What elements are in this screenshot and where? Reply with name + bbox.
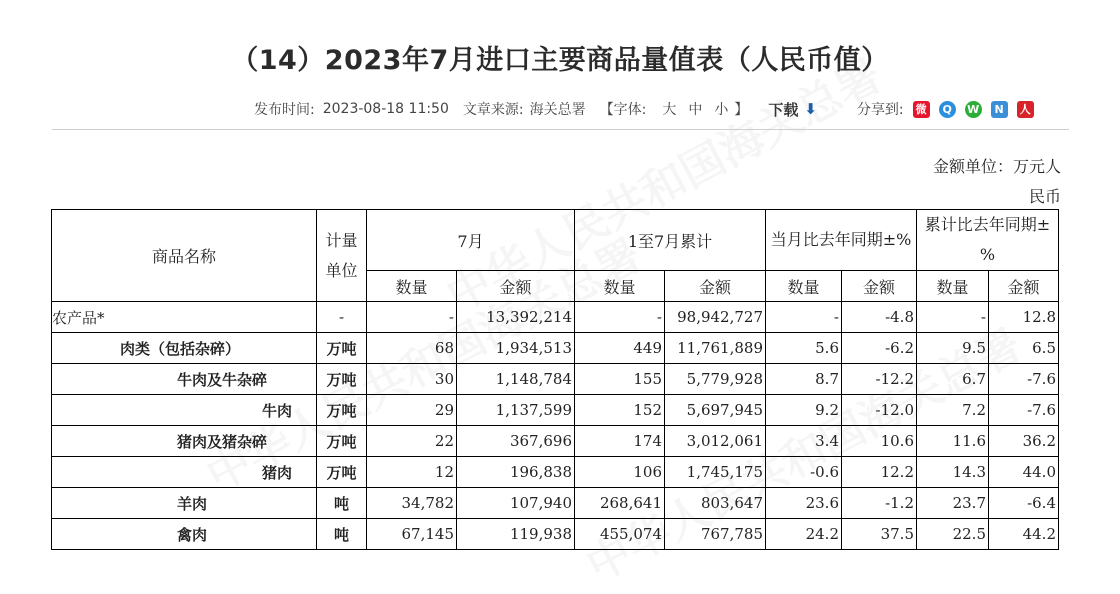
row-unit: 吨 [317, 519, 367, 550]
row-cum-yoy-amount: -7.6 [989, 364, 1059, 395]
row-cum-yoy-qty: 23.7 [917, 488, 989, 519]
row-month-amount: 13,392,214 [457, 302, 575, 333]
row-unit: 吨 [317, 488, 367, 519]
source: 海关总署 [529, 102, 586, 118]
font-size-small-button[interactable]: 小 [714, 102, 729, 118]
row-cum-yoy-amount: 6.5 [989, 333, 1059, 364]
table-row [52, 302, 1059, 333]
row-cum-amount: 803,647 [665, 488, 766, 519]
row-unit: 万吨 [317, 364, 367, 395]
row-name: 农产品* [52, 302, 317, 333]
unit-note: 金额单位：万元人民币 [932, 157, 1061, 206]
row-month-qty: 12 [367, 457, 457, 488]
row-name: 禽肉 [52, 519, 317, 550]
row-month-qty: 22 [367, 426, 457, 457]
row-cum-amount: 11,761,889 [665, 333, 766, 364]
font-size-label-close: 】 [734, 102, 749, 118]
row-cum-qty: 152 [575, 395, 665, 426]
header-qty: 数量 [575, 271, 665, 302]
row-cum-qty: 449 [575, 333, 665, 364]
row-cum-yoy-qty: 9.5 [917, 333, 989, 364]
header-unit: 计量单位 [317, 210, 367, 302]
download-link[interactable]: 下载 [768, 100, 799, 119]
header-qty: 数量 [917, 271, 989, 302]
download-icon[interactable]: ⬇ [804, 100, 817, 118]
row-cum-yoy-qty: 22.5 [917, 519, 989, 550]
row-cum-yoy-qty: 11.6 [917, 426, 989, 457]
row-month-amount: 119,938 [457, 519, 575, 550]
row-month-qty: 29 [367, 395, 457, 426]
row-cum-yoy-amount: -6.4 [989, 488, 1059, 519]
row-cum-amount: 98,942,727 [665, 302, 766, 333]
row-month-qty: 67,145 [367, 519, 457, 550]
table-row [52, 488, 1059, 519]
row-cum-amount: 5,697,945 [665, 395, 766, 426]
table-row [52, 457, 1059, 488]
header-amount: 金额 [665, 271, 766, 302]
row-month-yoy-amount: 10.6 [842, 426, 917, 457]
row-cum-amount: 3,012,061 [665, 426, 766, 457]
share-label: 分享到: [856, 102, 904, 118]
table-row [52, 519, 1059, 550]
wechat-icon[interactable]: W [965, 101, 982, 118]
row-cum-qty: 155 [575, 364, 665, 395]
row-name: 猪肉及猪杂碎 [52, 426, 317, 457]
row-cum-qty: 455,074 [575, 519, 665, 550]
row-month-amount: 1,148,784 [457, 364, 575, 395]
row-name: 牛肉 [52, 395, 317, 426]
row-name: 猪肉 [52, 457, 317, 488]
row-cum-yoy-qty: 7.2 [917, 395, 989, 426]
header-amount: 金额 [457, 271, 575, 302]
table-row [52, 395, 1059, 426]
font-size-label: 【字体: [599, 102, 647, 118]
header-month-yoy: 当月比去年同期±% [766, 210, 917, 271]
table-row [52, 364, 1059, 395]
row-month-qty: 34,782 [367, 488, 457, 519]
row-month-yoy-amount: -6.2 [842, 333, 917, 364]
row-month-yoy-amount: -12.0 [842, 395, 917, 426]
row-cum-yoy-qty: - [917, 302, 989, 333]
row-month-amount: 107,940 [457, 488, 575, 519]
qzone-icon[interactable]: Q [939, 101, 956, 118]
row-month-yoy-qty: 23.6 [766, 488, 842, 519]
row-month-yoy-qty: 5.6 [766, 333, 842, 364]
row-month-amount: 1,137,599 [457, 395, 575, 426]
row-cum-yoy-amount: 44.2 [989, 519, 1059, 550]
source-label: 文章来源: [462, 102, 524, 118]
font-size-large-button[interactable]: 大 [662, 102, 677, 118]
row-unit: 万吨 [317, 333, 367, 364]
row-month-qty: 30 [367, 364, 457, 395]
publish-time-label: 发布时间: [254, 102, 315, 118]
header-month: 7月 [367, 210, 575, 271]
row-month-yoy-qty: 8.7 [766, 364, 842, 395]
row-cum-qty: 268,641 [575, 488, 665, 519]
row-month-yoy-amount: 12.2 [842, 457, 917, 488]
header-qty: 数量 [367, 271, 457, 302]
header-qty: 数量 [766, 271, 842, 302]
row-unit: 万吨 [317, 426, 367, 457]
page-title: （14）2023年7月进口主要商品量值表（人民币值） [231, 45, 889, 76]
row-month-yoy-amount: -1.2 [842, 488, 917, 519]
article-meta [254, 98, 1034, 120]
row-month-yoy-qty: 9.2 [766, 395, 842, 426]
row-unit: 万吨 [317, 457, 367, 488]
row-cum-yoy-qty: 14.3 [917, 457, 989, 488]
row-month-yoy-qty: -0.6 [766, 457, 842, 488]
row-cum-yoy-amount: 12.8 [989, 302, 1059, 333]
row-month-amount: 367,696 [457, 426, 575, 457]
row-month-yoy-qty: - [766, 302, 842, 333]
row-month-qty: 68 [367, 333, 457, 364]
header-cum-yoy: 累计比去年同期±% [917, 210, 1059, 271]
font-size-medium-button[interactable]: 中 [688, 102, 703, 118]
row-name: 牛肉及牛杂碎 [52, 364, 317, 395]
row-month-amount: 196,838 [457, 457, 575, 488]
header-amount: 金额 [989, 271, 1059, 302]
row-unit: - [317, 302, 367, 333]
row-cum-qty: 106 [575, 457, 665, 488]
header-cumulative: 1至7月累计 [575, 210, 766, 271]
table-row [52, 333, 1059, 364]
row-name: 羊肉 [52, 488, 317, 519]
people-icon[interactable]: 人 [1017, 101, 1034, 118]
row-month-yoy-amount: 37.5 [842, 519, 917, 550]
import-table [51, 209, 1059, 550]
header-name: 商品名称 [52, 210, 317, 302]
row-month-qty: - [367, 302, 457, 333]
row-unit: 万吨 [317, 395, 367, 426]
row-cum-amount: 5,779,928 [665, 364, 766, 395]
row-name: 肉类（包括杂碎） [52, 333, 317, 364]
renren-icon[interactable]: N [991, 101, 1008, 118]
row-cum-yoy-amount: 44.0 [989, 457, 1059, 488]
row-month-yoy-amount: -12.2 [842, 364, 917, 395]
row-cum-yoy-amount: -7.6 [989, 395, 1059, 426]
row-cum-yoy-qty: 6.7 [917, 364, 989, 395]
row-month-amount: 1,934,513 [457, 333, 575, 364]
weibo-icon[interactable]: 微 [913, 101, 930, 118]
row-cum-qty: - [575, 302, 665, 333]
table-row [52, 426, 1059, 457]
row-month-yoy-qty: 24.2 [766, 519, 842, 550]
row-cum-amount: 767,785 [665, 519, 766, 550]
publish-time: 2023-08-18 11:50 [322, 101, 449, 117]
row-cum-amount: 1,745,175 [665, 457, 766, 488]
row-month-yoy-amount: -4.8 [842, 302, 917, 333]
row-month-yoy-qty: 3.4 [766, 426, 842, 457]
header-amount: 金额 [842, 271, 917, 302]
divider [52, 129, 1069, 130]
row-cum-yoy-amount: 36.2 [989, 426, 1059, 457]
row-cum-qty: 174 [575, 426, 665, 457]
